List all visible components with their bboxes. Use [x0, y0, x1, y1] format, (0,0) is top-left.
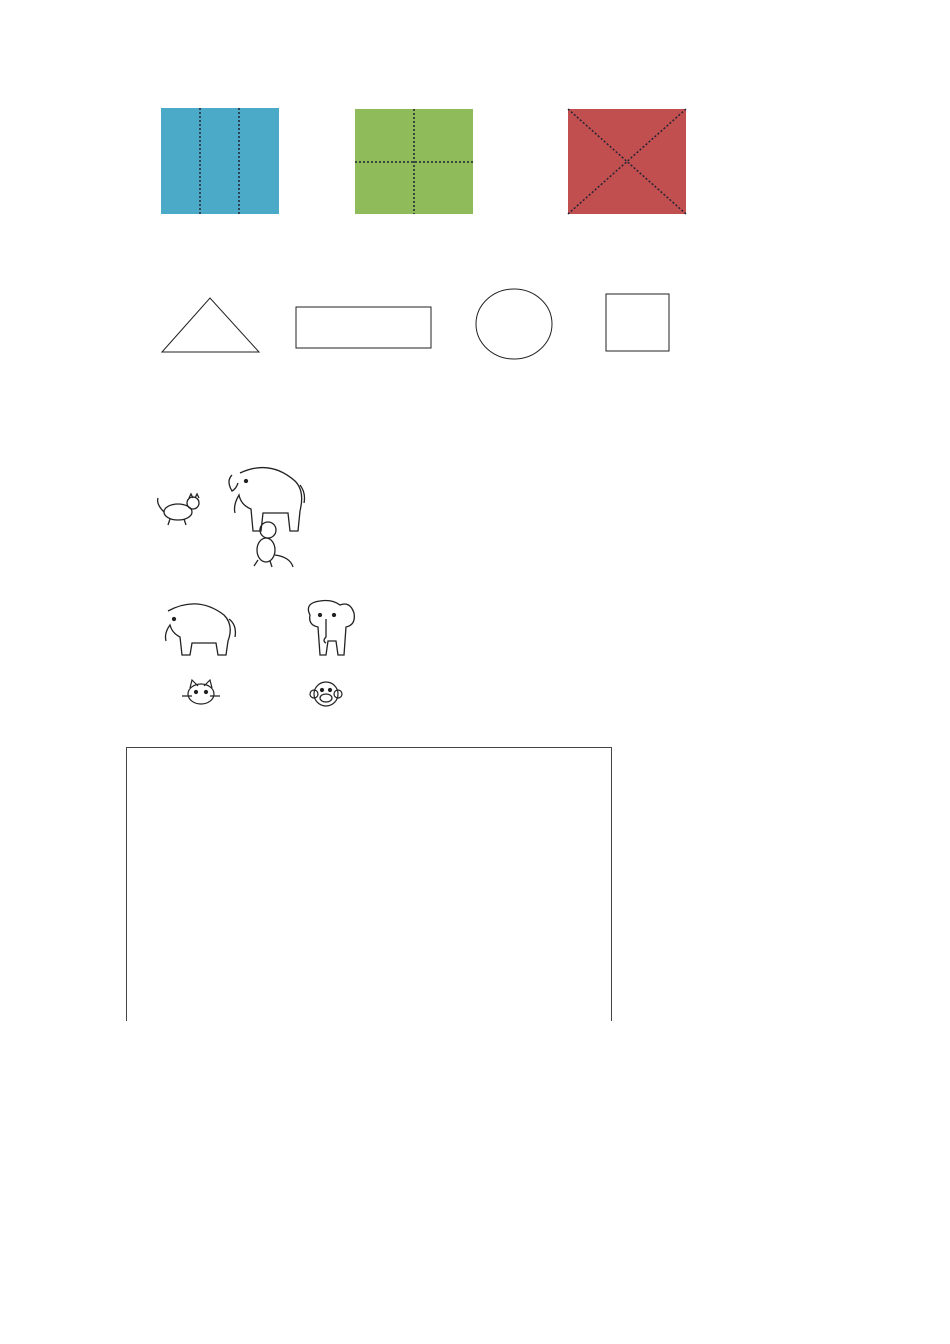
circle-shape [476, 289, 552, 359]
q30-option-a [160, 678, 230, 710]
cat-icon [158, 494, 199, 525]
square-shape [606, 294, 669, 351]
triangle-shape [162, 298, 259, 352]
q30-scene [150, 455, 320, 575]
q30-view-2 [282, 597, 362, 663]
q30-option-b [288, 678, 358, 710]
colored-papers [158, 106, 690, 218]
elephant-front-icon [308, 601, 354, 656]
monkey-face-icon [310, 682, 342, 706]
monkey-icon [254, 522, 293, 567]
q30-view-1 [134, 597, 244, 659]
red-paper [568, 109, 686, 214]
blue-paper [161, 108, 279, 214]
rectangle-shape [296, 307, 431, 348]
green-paper [355, 109, 473, 214]
ant-house-panel [126, 747, 612, 1021]
cat-face-icon [182, 680, 220, 704]
shape-options [160, 286, 675, 362]
elephant-side-icon [166, 604, 236, 655]
